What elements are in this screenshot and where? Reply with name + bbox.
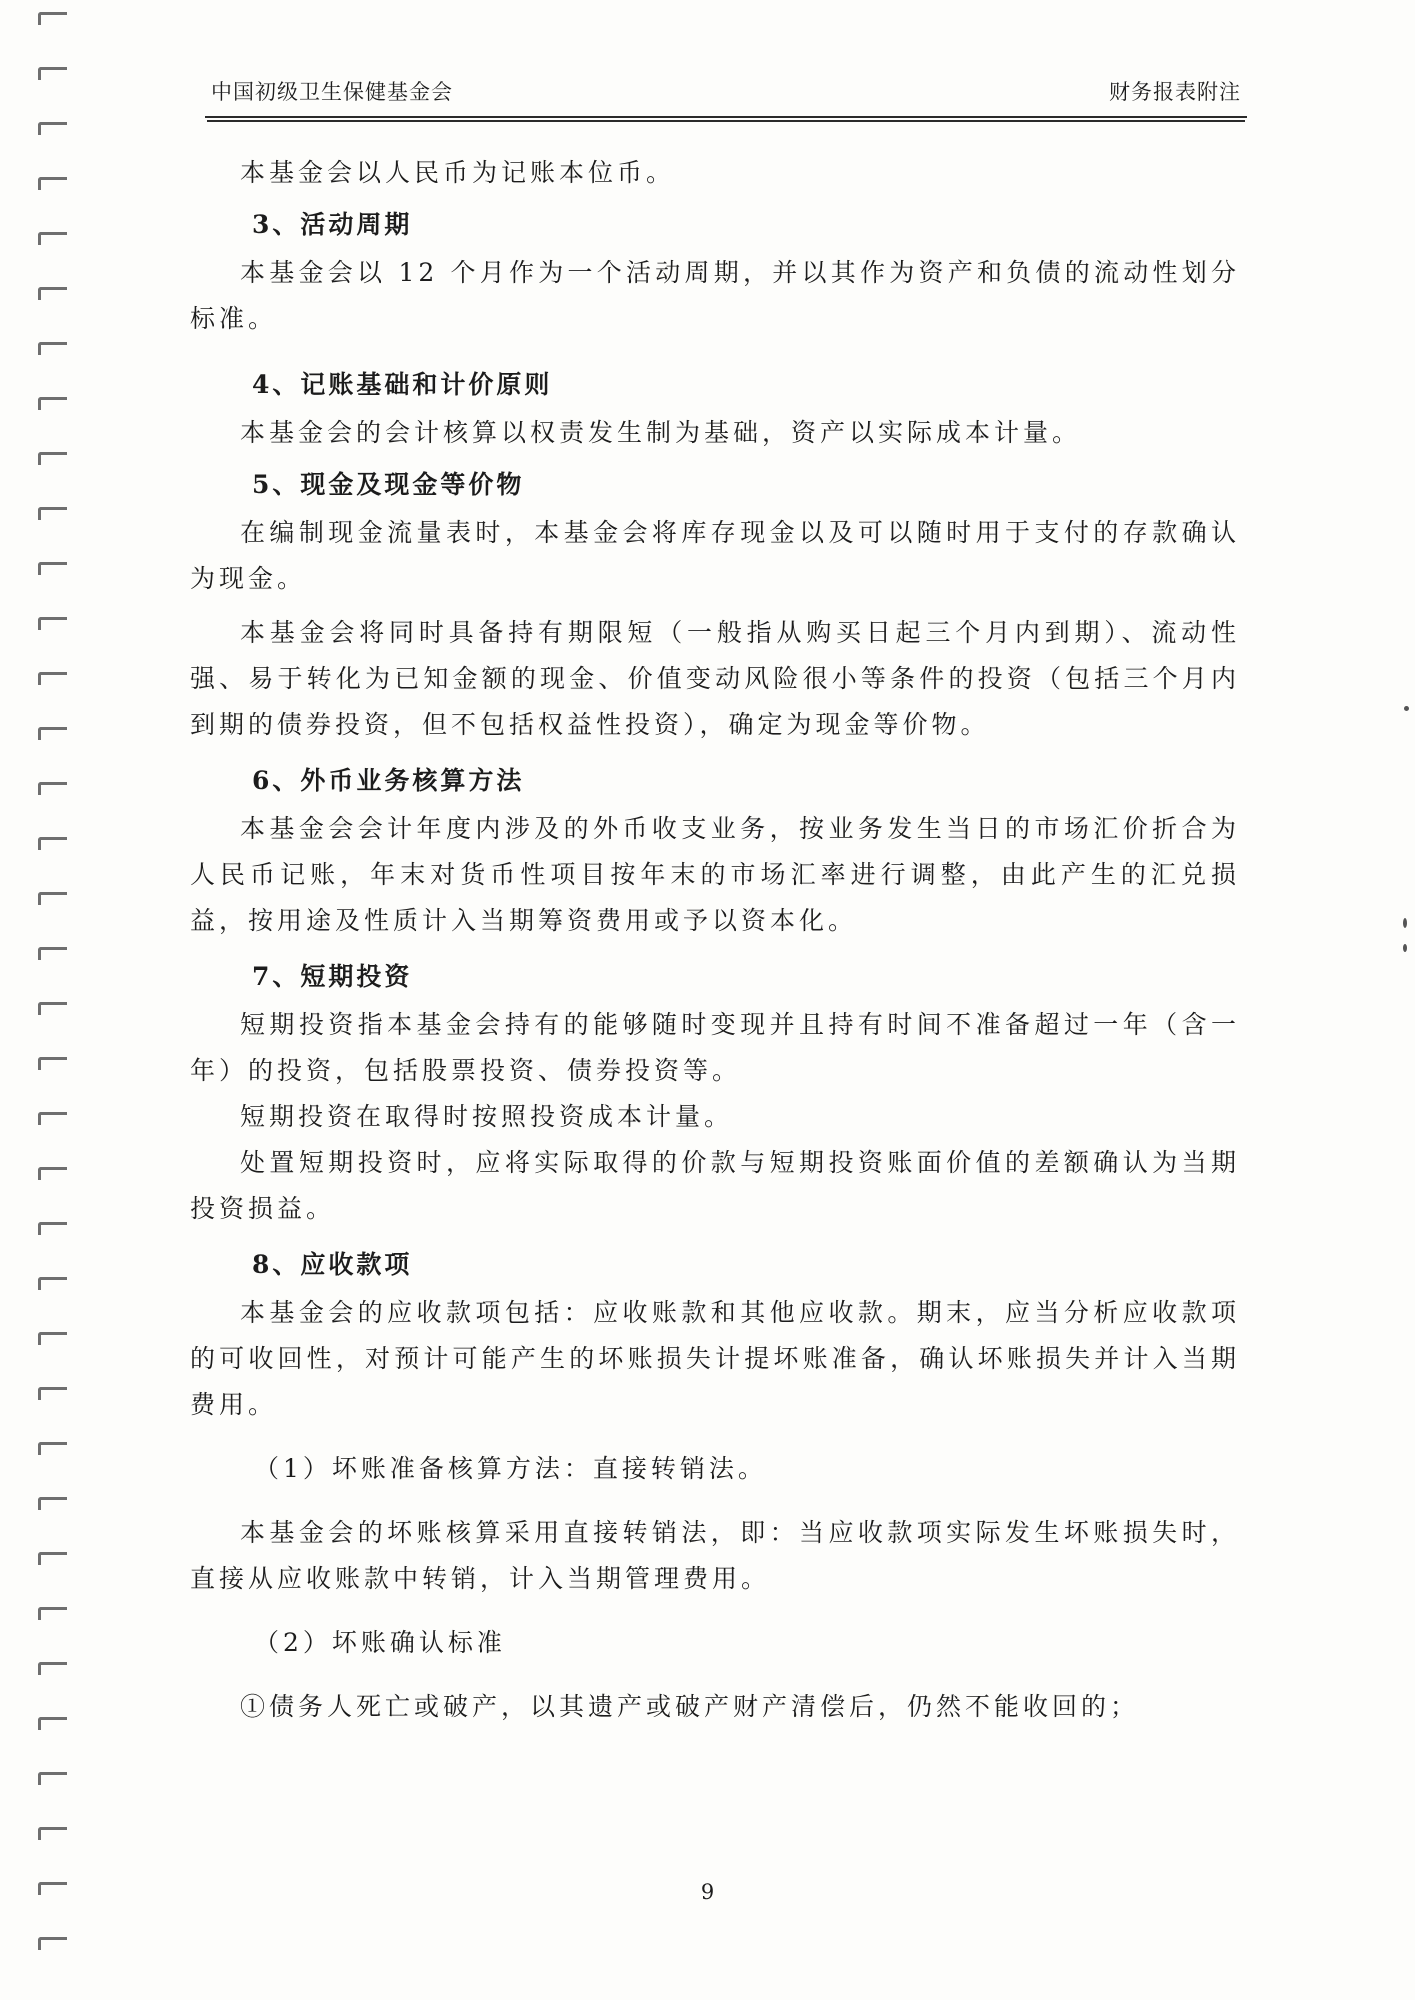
section-5-heading: 5、现金及现金等价物 [252,470,525,499]
section-5-paragraph-1: 在编制现金流量表时，本基金会将库存现金以及可以随时用于支付的存款确认为现金。 [190,518,1240,593]
binding-hole-mark [38,232,67,245]
binding-hole-mark [38,1717,67,1730]
page-header [205,60,1247,118]
binding-hole-mark [38,837,67,850]
binding-hole-mark [38,782,67,795]
binding-hole-mark [38,67,67,80]
binding-hole-mark [38,1772,67,1785]
binding-hole-mark [38,1827,67,1840]
section-6-paragraph: 本基金会会计年度内涉及的外币收支业务，按业务发生当日的市场汇价折合为人民币记账，年末对货币性项目按年末的市场汇率进行调整，由此产生的汇兑损益，按用途及性质计入当期筹资费用或予以资本化。 [190,814,1240,935]
section-8-item-1: ①债务人死亡或破产，以其遗产或破产财产清偿后，仍然不能收回的； [240,1692,1140,1721]
binding-hole-mark [38,727,67,740]
binding-hole-mark [38,1937,67,1950]
binding-hole-mark [38,397,67,410]
header-document-title: 财务报表附注 [1109,80,1241,104]
binding-holes [0,0,80,2000]
section-8-paragraph-1: 本基金会的应收款项包括：应收账款和其他应收款。期末，应当分析应收款项的可收回性，对预计可能产生的坏账损失计提坏账准备，确认坏账损失并计入当期费用。 [190,1298,1240,1419]
binding-hole-mark [38,287,67,300]
section-5-paragraph-2: 本基金会将同时具备持有期限短（一般指从购买日起三个月内到期）、流动性强、易于转化为已知金额的现金、价值变动风险很小等条件的投资（包括三个月内到期的债券投资，但不包括权益性投资），确定为现金等价物。 [190,618,1240,739]
scan-speck [1403,944,1407,952]
binding-hole-mark [38,1552,67,1565]
section-7-paragraph-1: 短期投资指本基金会持有的能够随时变现并且持有时间不准备超过一年（含一年）的投资，包括股票投资、债券投资等。 [190,1010,1240,1085]
binding-hole-mark [38,177,67,190]
binding-hole-mark [38,617,67,630]
binding-hole-mark [38,1332,67,1345]
binding-hole-mark [38,1442,67,1455]
section-6-heading: 6、外币业务核算方法 [252,766,525,795]
binding-hole-mark [38,342,67,355]
binding-hole-mark [38,892,67,905]
binding-hole-mark [38,1497,67,1510]
binding-hole-mark [38,1002,67,1015]
section-4-paragraph: 本基金会的会计核算以权责发生制为基础，资产以实际成本计量。 [240,418,1082,447]
scan-speck [1404,706,1409,711]
section-8-paragraph-2: 本基金会的坏账核算采用直接转销法，即：当应收款项实际发生坏账损失时，直接从应收账款中转销，计入当期管理费用。 [190,1518,1240,1593]
section-4-heading: 4、记账基础和计价原则 [252,370,553,399]
section-8-subheading-2: （2）坏账确认标准 [254,1628,506,1657]
binding-hole-mark [38,452,67,465]
page-content [190,150,1240,1730]
paragraph-currency: 本基金会以人民币为记账本位币。 [240,158,676,187]
header-organization: 中国初级卫生保健基金会 [211,80,453,104]
binding-hole-mark [38,1662,67,1675]
binding-hole-mark [38,12,67,25]
binding-hole-mark [38,1112,67,1125]
binding-hole-mark [38,507,67,520]
page-number: 9 [700,1880,715,1904]
binding-hole-mark [38,1057,67,1070]
binding-hole-mark [38,1167,67,1180]
scan-speck [1403,918,1407,928]
binding-hole-mark [38,562,67,575]
section-3-paragraph: 本基金会以 12 个月作为一个活动周期，并以其作为资产和负债的流动性划分标准。 [190,258,1240,333]
binding-hole-mark [38,122,67,135]
section-8-subheading-1: （1）坏账准备核算方法：直接转销法。 [254,1454,767,1483]
binding-hole-mark [38,1387,67,1400]
binding-hole-mark [38,1222,67,1235]
section-7-paragraph-2: 短期投资在取得时按照投资成本计量。 [240,1102,734,1131]
binding-hole-mark [38,947,67,960]
section-7-heading: 7、短期投资 [252,962,413,991]
section-8-heading: 8、应收款项 [252,1250,413,1279]
binding-hole-mark [38,672,67,685]
section-3-heading: 3、活动周期 [252,210,413,239]
binding-hole-mark [38,1607,67,1620]
binding-hole-mark [38,1277,67,1290]
section-7-paragraph-3: 处置短期投资时，应将实际取得的价款与短期投资账面价值的差额确认为当期投资损益。 [190,1148,1240,1223]
